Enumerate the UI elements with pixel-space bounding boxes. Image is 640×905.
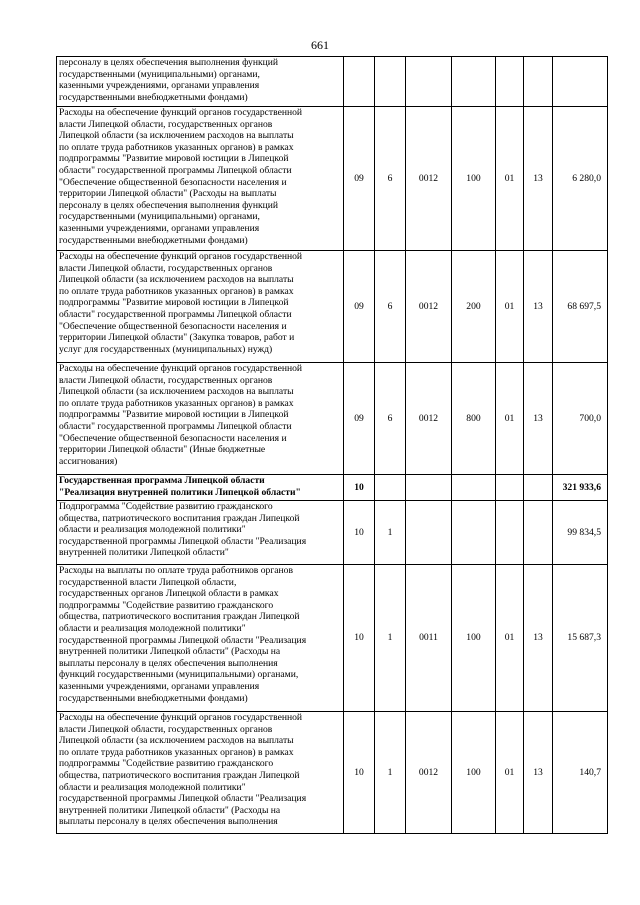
row-code-program: 10 bbox=[344, 501, 375, 565]
row-code-subprogram: 1 bbox=[375, 501, 406, 565]
row-code-subsection bbox=[524, 475, 553, 501]
row-code-subprogram: 1 bbox=[375, 565, 406, 712]
row-code-section: 01 bbox=[496, 565, 524, 712]
row-amount bbox=[553, 57, 608, 107]
table-row bbox=[57, 107, 608, 251]
row-amount: 700,0 bbox=[553, 363, 608, 475]
row-code-section: 01 bbox=[496, 107, 524, 251]
row-code-expense-type bbox=[452, 57, 496, 107]
row-code-subprogram: 6 bbox=[375, 251, 406, 363]
table-row-program-total bbox=[57, 475, 608, 501]
row-code-expense-type bbox=[452, 475, 496, 501]
row-description: персоналу в целях обеспечения выполнения функций государственными (муниципальными) органами, казенными учреждениями, органами управления государственными внебюджетными фондами) bbox=[57, 57, 344, 107]
row-code-program: 10 bbox=[344, 565, 375, 712]
row-code-subsection: 13 bbox=[524, 565, 553, 712]
row-code-expense-type: 100 bbox=[452, 712, 496, 834]
row-code-subprogram: 6 bbox=[375, 107, 406, 251]
row-description: Расходы на обеспечение функций органов государственной власти Липецкой области, государственных органов Липецкой области (за исключением расходов на выплаты по оплате труда работников указанных органов) в рамках подпрограммы "Развитие мировой юстиции в Липецкой области" государственной программы Липецкой области "Обеспечение общественной безопасности населения и территории Липецкой области" (Иные бюджетные ассигнования) bbox=[57, 363, 344, 475]
row-code-expense-type: 100 bbox=[452, 565, 496, 712]
row-code-subprogram bbox=[375, 57, 406, 107]
row-code-subsection: 13 bbox=[524, 712, 553, 834]
budget-table bbox=[56, 56, 608, 834]
row-code-program bbox=[344, 57, 375, 107]
row-code-subprogram bbox=[375, 475, 406, 501]
table-row bbox=[57, 501, 608, 565]
row-code-expense-type: 800 bbox=[452, 363, 496, 475]
row-amount: 68 697,5 bbox=[553, 251, 608, 363]
row-code-expense-type bbox=[452, 501, 496, 565]
row-code-subsection: 13 bbox=[524, 107, 553, 251]
row-code-subsection: 13 bbox=[524, 363, 553, 475]
table-row bbox=[57, 565, 608, 712]
table-row bbox=[57, 363, 608, 475]
row-description: Расходы на обеспечение функций органов государственной власти Липецкой области, государственных органов Липецкой области (за исключением расходов на выплаты по оплате труда работников указанных органов) в рамках подпрограммы "Развитие мировой юстиции в Липецкой области" государственной программы Липецкой области "Обеспечение общественной безопасности населения и территории Липецкой области" (Закупка товаров, работ и услуг для государственных (муниципальных) нужд) bbox=[57, 251, 344, 363]
row-code-direction bbox=[406, 501, 452, 565]
table-row bbox=[57, 57, 608, 107]
row-code-program: 09 bbox=[344, 107, 375, 251]
row-code-program: 09 bbox=[344, 363, 375, 475]
row-code-section: 01 bbox=[496, 251, 524, 363]
row-amount: 321 933,6 bbox=[553, 475, 608, 501]
row-code-direction bbox=[406, 475, 452, 501]
row-code-expense-type: 200 bbox=[452, 251, 496, 363]
table-row bbox=[57, 712, 608, 834]
row-amount: 6 280,0 bbox=[553, 107, 608, 251]
row-code-section bbox=[496, 475, 524, 501]
row-code-direction bbox=[406, 57, 452, 107]
row-code-program: 10 bbox=[344, 475, 375, 501]
row-code-program: 09 bbox=[344, 251, 375, 363]
row-description: Государственная программа Липецкой области "Реализация внутренней политики Липецкой области" bbox=[57, 475, 344, 501]
row-code-direction: 0012 bbox=[406, 363, 452, 475]
row-amount: 99 834,5 bbox=[553, 501, 608, 565]
row-code-section bbox=[496, 57, 524, 107]
row-code-subprogram: 6 bbox=[375, 363, 406, 475]
row-code-direction: 0012 bbox=[406, 251, 452, 363]
page-number: 661 bbox=[311, 38, 329, 52]
row-code-section: 01 bbox=[496, 712, 524, 834]
row-code-direction: 0012 bbox=[406, 107, 452, 251]
row-code-direction: 0011 bbox=[406, 565, 452, 712]
row-code-section bbox=[496, 501, 524, 565]
row-amount: 140,7 bbox=[553, 712, 608, 834]
row-description: Расходы на обеспечение функций органов государственной власти Липецкой области, государственных органов Липецкой области (за исключением расходов на выплаты по оплате труда работников указанных органов) в рамках подпрограммы "Развитие мировой юстиции в Липецкой области" государственной программы Липецкой области "Обеспечение общественной безопасности населения и территории Липецкой области" (Расходы на выплаты персоналу в целях обеспечения выполнения функций государственными (муниципальными) органами, казенными учреждениями, органами управления государственными внебюджетными фондами) bbox=[57, 107, 344, 251]
row-code-program: 10 bbox=[344, 712, 375, 834]
row-description: Расходы на обеспечение функций органов государственной власти Липецкой области, государственных органов Липецкой области (за исключением расходов на выплаты по оплате труда работников указанных органов) в рамках подпрограммы "Содействие развитию гражданского общества, патриотического воспитания граждан Липецкой области и реализация молодежной политики" государственной программы Липецкой области "Реализация внутренней политики Липецкой области" (Расходы на выплаты персоналу в целях обеспечения выполнения bbox=[57, 712, 344, 834]
row-code-subsection: 13 bbox=[524, 251, 553, 363]
row-description: Подпрограмма "Содействие развитию гражданского общества, патриотического воспитания граждан Липецкой области и реализация молодежной политики" государственной программы Липецкой области "Реализация внутренней политики Липецкой области" bbox=[57, 501, 344, 565]
row-code-direction: 0012 bbox=[406, 712, 452, 834]
row-code-subsection bbox=[524, 57, 553, 107]
row-amount: 15 687,3 bbox=[553, 565, 608, 712]
row-code-expense-type: 100 bbox=[452, 107, 496, 251]
row-code-section: 01 bbox=[496, 363, 524, 475]
row-code-subprogram: 1 bbox=[375, 712, 406, 834]
row-description: Расходы на выплаты по оплате труда работников органов государственной власти Липецкой области, государственных органов Липецкой области в рамках подпрограммы "Содействие развитию гражданского общества, патриотического воспитания граждан Липецкой области и реализация молодежной политики" государственной программы Липецкой области "Реализация внутренней политики Липецкой области" (Расходы на выплаты персоналу в целях обеспечения выполнения функций государственными (муниципальными) органами, казенными учреждениями, органами управления государственными внебюджетными фондами) bbox=[57, 565, 344, 712]
table-row bbox=[57, 251, 608, 363]
row-code-subsection bbox=[524, 501, 553, 565]
